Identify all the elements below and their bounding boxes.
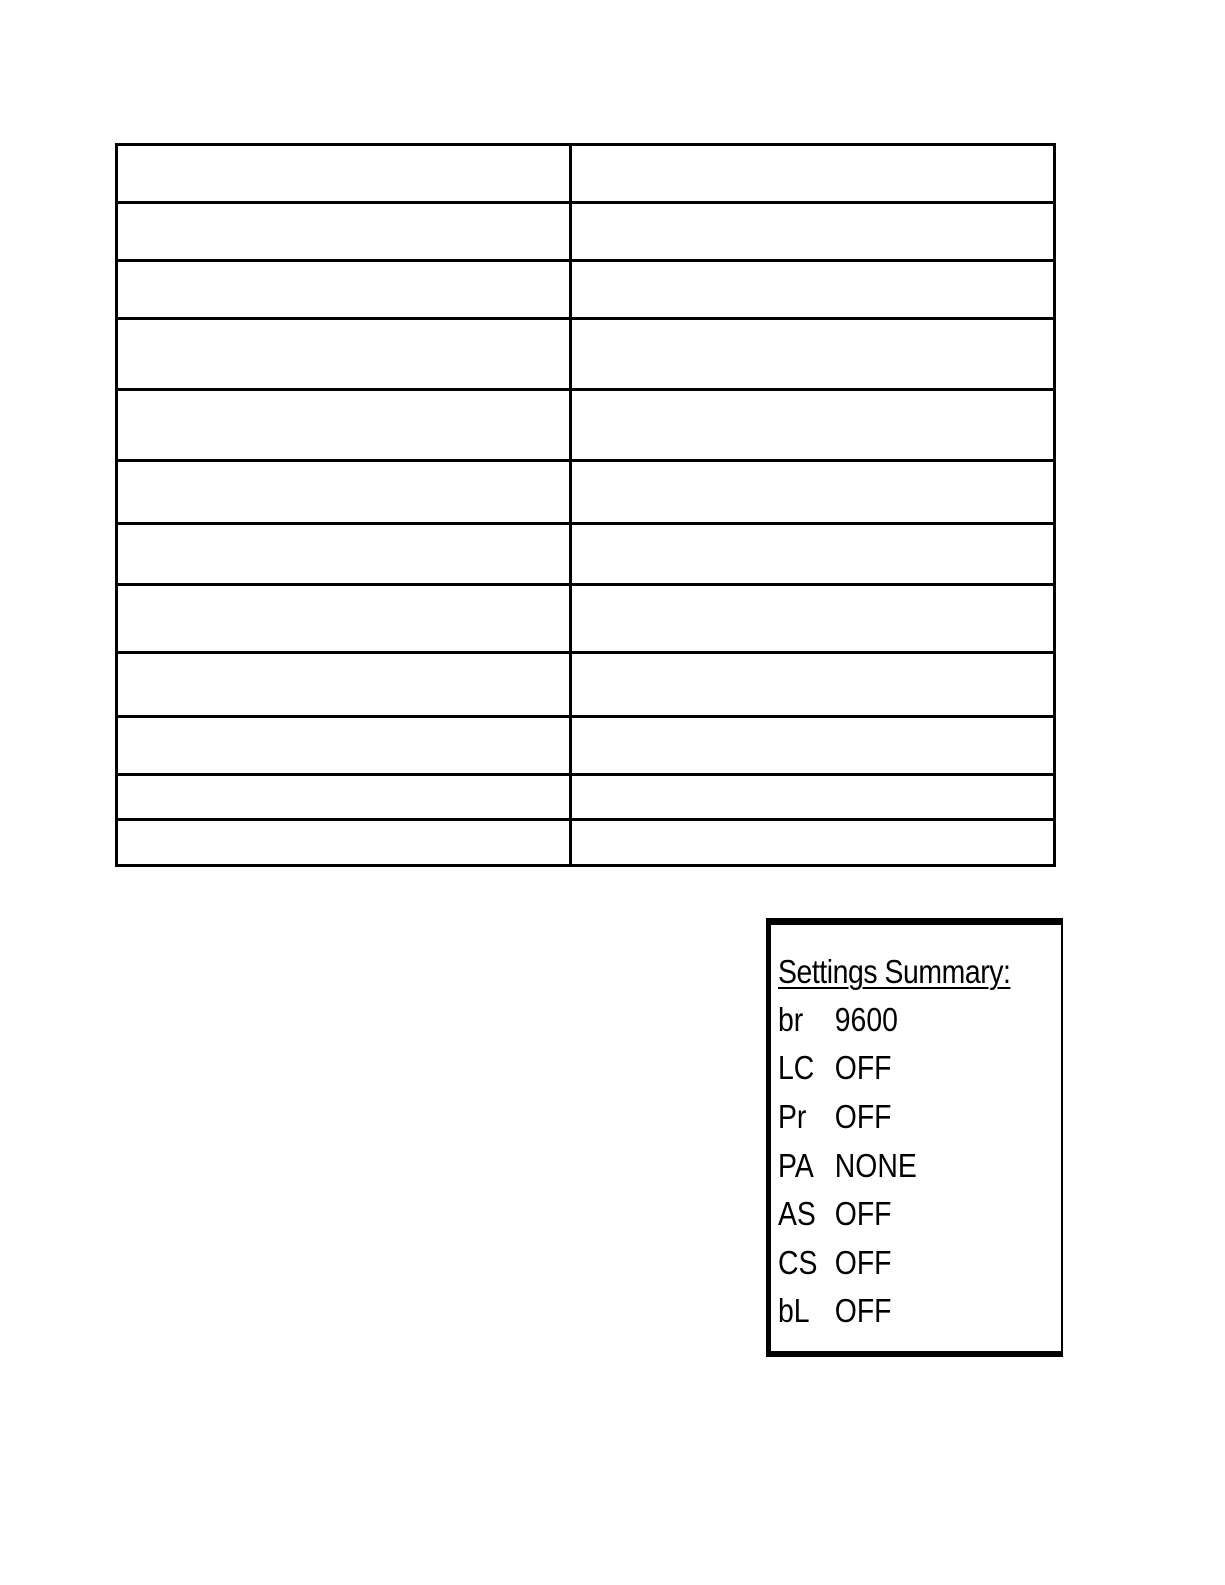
setting-row-cs	[778, 1244, 892, 1288]
setting-row-pr	[778, 1098, 892, 1142]
table-cell	[117, 145, 571, 203]
table-row	[117, 775, 1055, 820]
table-row	[117, 461, 1055, 524]
table-cell	[571, 524, 1055, 585]
setting-value: OFF	[834, 1244, 892, 1281]
setting-row-br	[778, 1001, 898, 1045]
table-cell	[117, 820, 571, 866]
settings-summary-panel	[766, 918, 1063, 1357]
table-row	[117, 653, 1055, 717]
setting-key: CS	[778, 1244, 818, 1281]
empty-grid-table	[115, 143, 1056, 867]
setting-value: 9600	[834, 1001, 898, 1038]
table-cell	[571, 203, 1055, 261]
table-cell	[117, 585, 571, 653]
setting-value: OFF	[834, 1049, 892, 1086]
table-row	[117, 524, 1055, 585]
table-row	[117, 261, 1055, 319]
table-cell	[571, 820, 1055, 866]
table-cell	[117, 319, 571, 390]
setting-key: LC	[778, 1049, 815, 1086]
table-row	[117, 585, 1055, 653]
setting-row-bl	[778, 1292, 892, 1336]
table-cell	[117, 717, 571, 775]
table-cell	[117, 524, 571, 585]
table-cell	[117, 775, 571, 820]
table-cell	[571, 390, 1055, 461]
setting-row-as	[778, 1195, 892, 1239]
setting-key: Pr	[778, 1098, 807, 1135]
table-row	[117, 717, 1055, 775]
setting-row-lc	[778, 1049, 892, 1093]
table-row	[117, 390, 1055, 461]
table-cell	[117, 261, 571, 319]
table-cell	[571, 261, 1055, 319]
setting-value: NONE	[834, 1147, 917, 1184]
table-row	[117, 145, 1055, 203]
setting-key: AS	[778, 1195, 816, 1232]
table-cell	[571, 461, 1055, 524]
table-cell	[117, 203, 571, 261]
table-cell	[571, 319, 1055, 390]
table-row	[117, 319, 1055, 390]
table-cell	[571, 653, 1055, 717]
table-row	[117, 820, 1055, 866]
table-cell	[117, 653, 571, 717]
setting-row-pa	[778, 1147, 917, 1191]
table-cell	[571, 775, 1055, 820]
setting-value: OFF	[834, 1292, 892, 1329]
table-cell	[571, 717, 1055, 775]
setting-value: OFF	[834, 1098, 892, 1135]
setting-value: OFF	[834, 1195, 892, 1232]
table-cell	[117, 461, 571, 524]
table-cell	[571, 585, 1055, 653]
setting-key: br	[778, 1001, 804, 1038]
table-cell	[571, 145, 1055, 203]
setting-key: PA	[778, 1147, 814, 1184]
settings-summary-title: Settings Summary:	[778, 953, 1011, 990]
table-cell	[117, 390, 571, 461]
setting-key: bL	[778, 1292, 810, 1329]
table-row	[117, 203, 1055, 261]
